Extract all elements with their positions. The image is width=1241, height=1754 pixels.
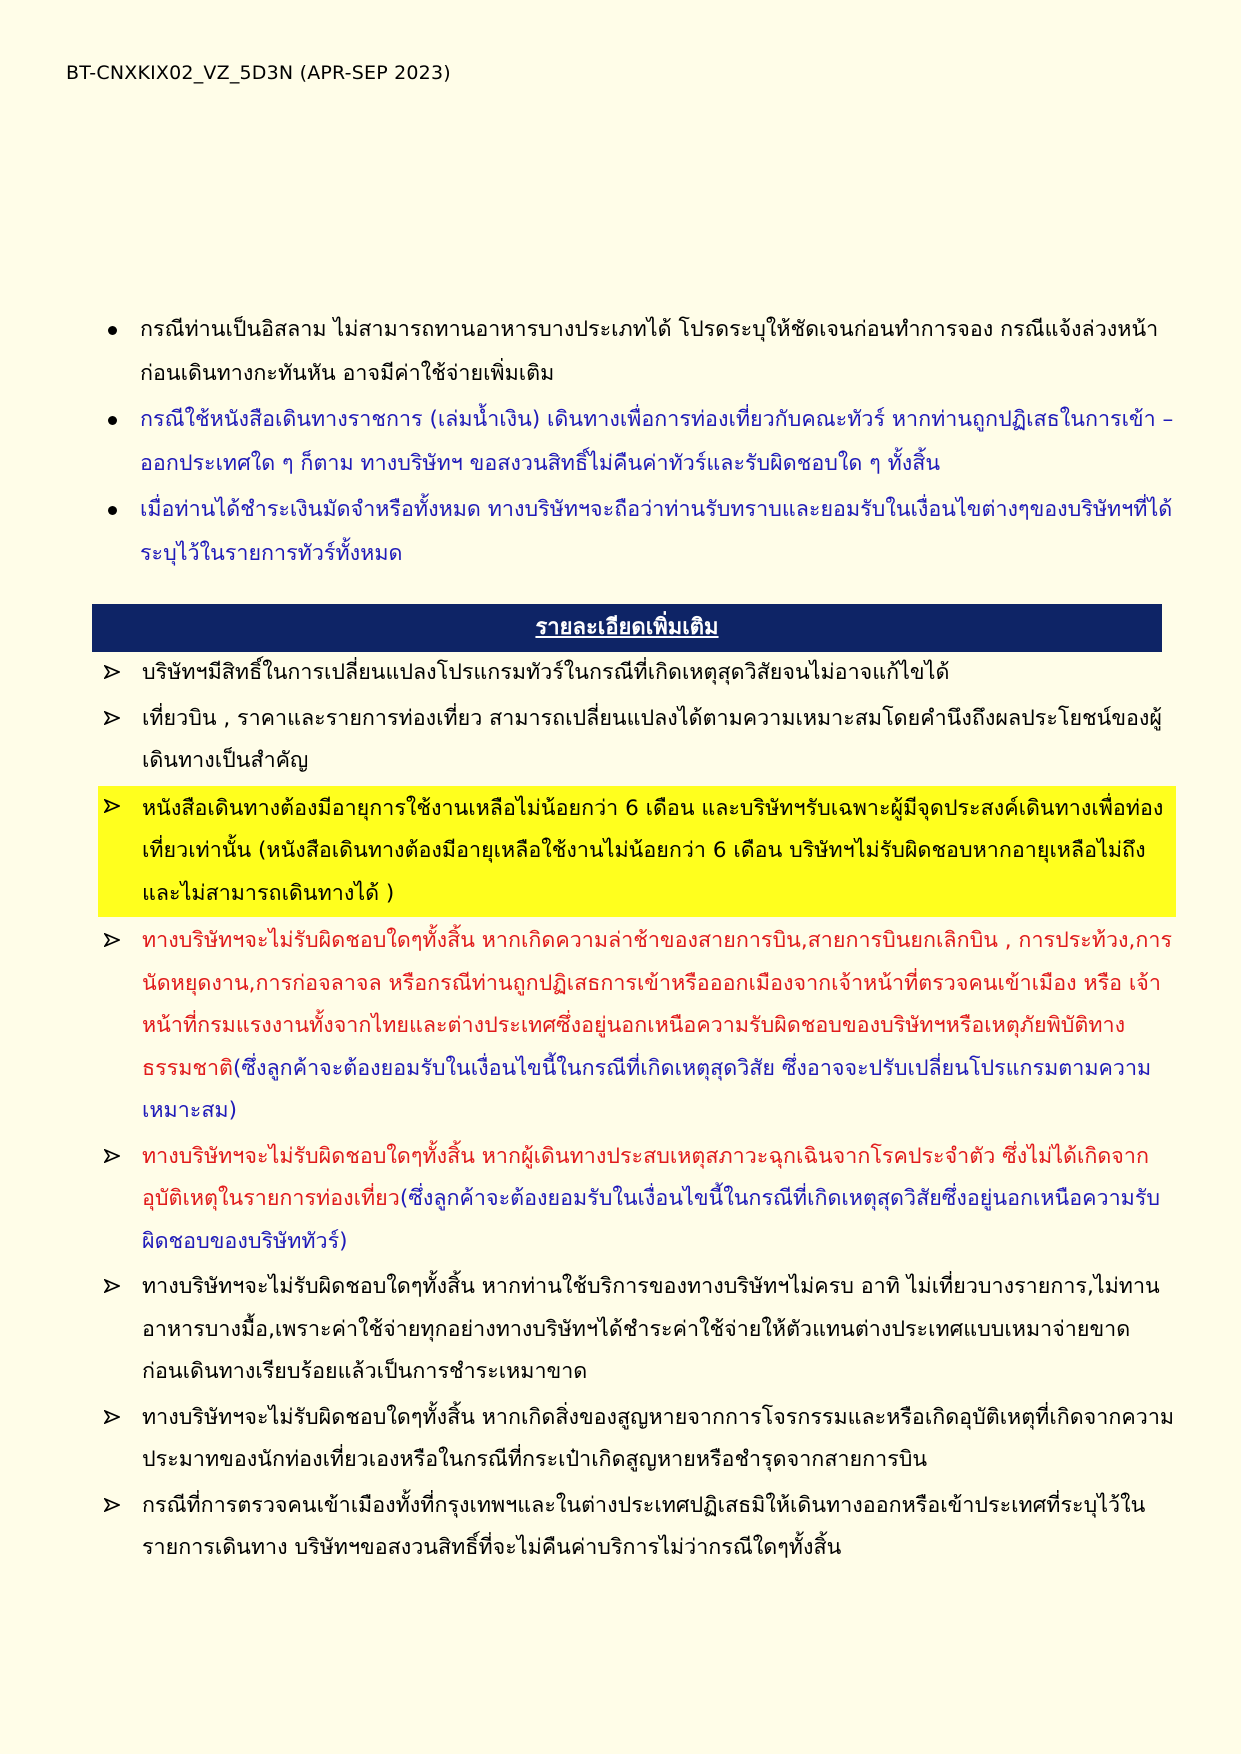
arrow-bullet-icon xyxy=(104,1136,120,1163)
bullet-dot-icon xyxy=(108,416,117,425)
note-item xyxy=(90,488,1180,576)
detail-item xyxy=(98,920,1176,1133)
detail-text: ทางบริษัทฯจะไม่รับผิดชอบใดๆทั้งสิ้น หากท่านใช้บริการของทางบริษัทฯไม่ครบ อาทิ ไม่เที่ยวบางรายการ,ไม่ทานอาหารบางมื้อ,เพราะค่าใช้จ่ายทุกอย่างทางบริษัทฯได้ชำระค่าใช้จ่ายให้ตัวแทนต่างประเทศแบบเหมาจ่ายขาด ก่อนเดินทางเรียบร้อยแล้วเป็นการชำระเหมาขาด xyxy=(142,1274,1160,1384)
arrow-bullet-icon xyxy=(104,1397,120,1424)
detail-item xyxy=(98,1485,1176,1570)
detail-text: เที่ยวบิน , ราคาและรายการท่องเที่ยว สามารถเปลี่ยนแปลงได้ตามความเหมาะสมโดยคำนึงถึงผลประโยชน์ของผู้เดินทางเป็นสำคัญ xyxy=(142,705,1163,773)
detail-item xyxy=(98,1136,1176,1264)
detail-item xyxy=(98,652,1176,695)
arrow-bullet-icon xyxy=(104,698,120,725)
detail-item xyxy=(98,698,1176,783)
arrow-bullet-icon xyxy=(104,1485,120,1512)
arrow-bullet-icon xyxy=(104,920,120,947)
arrow-bullet-icon xyxy=(104,652,120,679)
detail-item-highlighted xyxy=(98,786,1176,918)
detail-item xyxy=(98,1266,1176,1394)
details-list xyxy=(98,652,1176,1573)
detail-text: บริษัทฯมีสิทธิ์ในการเปลี่ยนแปลงโปรแกรมทัวร์ในกรณีที่เกิดเหตุสุดวิสัยจนไม่อาจแก้ไขได้ xyxy=(142,660,950,685)
detail-item xyxy=(98,1397,1176,1482)
detail-text-blue: (ซึ่งลูกค้าจะต้องยอมรับในเงื่อนไขนี้ในกรณีที่เกิดเหตุสุดวิสัย ซึ่งอาจจะปรับเปลี่ยนโปรแกรมตามความเหมาะสม) xyxy=(142,1055,1152,1123)
section-title-bar: รายละเอียดเพิ่มเติม xyxy=(92,604,1162,652)
note-item xyxy=(90,398,1180,486)
note-text: กรณีท่านเป็นอิสลาม ไม่สามารถทานอาหารบางประเภทได้ โปรดระบุให้ชัดเจนก่อนทำการจอง กรณีแจ้งล่วงหน้าก่อนเดินทางกะทันหัน อาจมีค่าใช้จ่ายเพิ่มเติม xyxy=(140,317,1159,386)
detail-text-blue: (ซึ่งลูกค้าจะต้องยอมรับในเงื่อนไขนี้ในกรณีที่เกิดเหตุสุดวิสัยซึ่งอยู่นอกเหนือความรับผิดชอบของบริษัททัวร์) xyxy=(142,1186,1161,1254)
detail-text: ทางบริษัทฯจะไม่รับผิดชอบใดๆทั้งสิ้น หากเกิดสิ่งของสูญหายจากการโจรกรรมและหรือเกิดอุบัติเหตุที่เกิดจากความประมาทของนักท่องเที่ยวเองหรือในกรณีที่กระเป๋าเกิดสูญหายหรือชำรุดจากสายการบิน xyxy=(142,1404,1175,1472)
arrow-bullet-icon xyxy=(104,786,120,813)
detail-text-red: ทางบริษัทฯจะไม่รับผิดชอบใดๆทั้งสิ้น หากเกิดความล่าช้าของสายการบิน,สายการบินยกเลิกบิน , การประท้วง,การนัดหยุดงาน,การก่อจลาจล หรือกรณีท่านถูกปฏิเสธการเข้าหรือออกเมืองจากเจ้าหน้าที่ตรวจคนเข้าเมือง หรือ เจ้าหน้าที่กรมแรงงานทั้งจากไทยและต่างประเทศซึ่งอยู่นอกเหนือความรับผิดชอบของบริษัทฯหรือเหตุภัยพิบัติทางธรรมชาติ xyxy=(142,928,1173,1081)
note-text: เมื่อท่านได้ชำระเงินมัดจำหรือทั้งหมด ทางบริษัทฯจะถือว่าท่านรับทราบและยอมรับในเงื่อนไขต่างๆของบริษัทฯที่ได้ระบุไว้ในรายการทัวร์ทั้งหมด xyxy=(140,497,1173,566)
detail-text: กรณีที่การตรวจคนเข้าเมืองทั้งที่กรุงเทพฯและในต่างประเทศปฏิเสธมิให้เดินทางออกหรือเข้าประเทศที่ระบุไว้ในรายการเดินทาง บริษัทฯขอสงวนสิทธิ์ที่จะไม่คืนค่าบริการไม่ว่ากรณีใดๆทั้งสิ้น xyxy=(142,1492,1146,1560)
bullet-dot-icon xyxy=(108,326,117,335)
arrow-bullet-icon xyxy=(104,1266,120,1293)
detail-text: หนังสือเดินทางต้องมีอายุการใช้งานเหลือไม่น้อยกว่า 6 เดือน และบริษัทฯรับเฉพาะผู้มีจุดประสงค์เดินทางเพื่อท่องเที่ยวเท่านั้น (หนังสือเดินทางต้องมีอายุเหลือใช้งานไม่น้อยกว่า 6 เดือน บริษัทฯไม่รับผิดชอบหากอายุเหลือไม่ถึงและไม่สามารถเดินทางได้ ) xyxy=(142,795,1164,906)
document-code: BT-CNXKIX02_VZ_5D3N (APR-SEP 2023) xyxy=(66,62,451,84)
detail-text-red: ทางบริษัทฯจะไม่รับผิดชอบใดๆทั้งสิ้น หากผู้เดินทางประสบเหตุสภาวะฉุกเฉินจากโรคประจำตัว ซึ่งไม่ได้เกิดจากอุบัติเหตุในรายการท่องเที่ยว xyxy=(142,1143,1149,1211)
note-item xyxy=(90,308,1180,396)
bullet-dot-icon xyxy=(108,506,117,515)
note-text: กรณีใช้หนังสือเดินทางราชการ (เล่มน้ำเงิน) เดินทางเพื่อการท่องเที่ยวกับคณะทัวร์ หากท่านถูกปฏิเสธในการเข้า – ออกประเทศใด ๆ ก็ตาม ทางบริษัทฯ ขอสงวนสิทธิ์ไม่คืนค่าทัวร์และรับผิดชอบใด ๆ ทั้งสิ้น xyxy=(140,407,1174,476)
notes-list xyxy=(90,308,1180,578)
